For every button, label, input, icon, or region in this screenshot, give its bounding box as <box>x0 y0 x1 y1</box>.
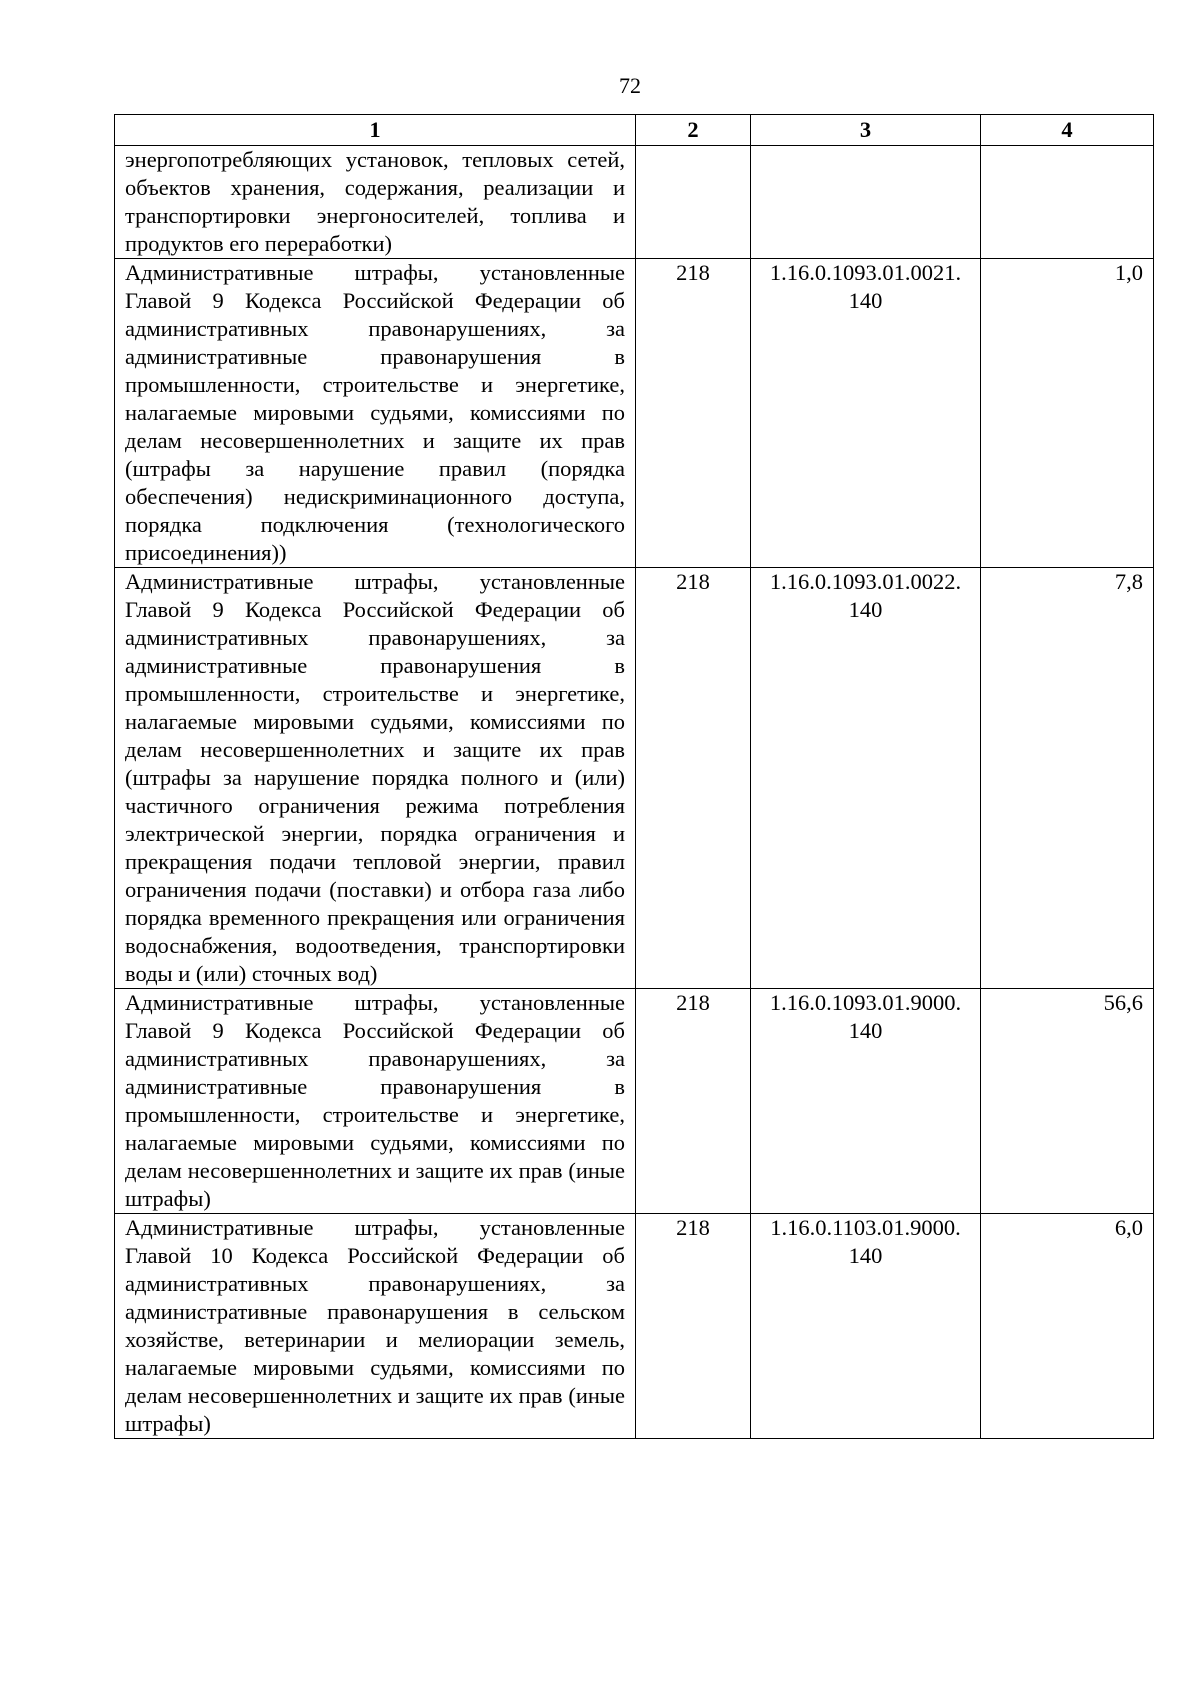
row-description: Административные штрафы, установленные Главой 9 Кодекса Российской Федерации об административных правонарушениях, за административные правонарушения в промышленности, строительстве и энергетике, налагаемые мировыми судьями, комиссиями по делам несовершеннолетних и защите их прав (штрафы за нарушение правил (порядка обеспечения) недискриминационного доступа, порядка подключения (технологического присоединения)) <box>115 259 636 568</box>
page-number: 72 <box>619 73 641 98</box>
row-admin-code: 218 <box>636 1214 751 1439</box>
row-classification-code: 1.16.0.1093.01.0022. 140 <box>751 568 981 989</box>
header-col-4: 4 <box>981 115 1154 146</box>
row-description: энергопотребляющих установок, тепловых сетей, объектов хранения, содержания, реализации и транспортировки энергоносителей, топлива и продуктов его переработки) <box>115 146 636 259</box>
row-classification-code: 1.16.0.1093.01.9000. 140 <box>751 989 981 1214</box>
budget-table <box>114 114 1154 1439</box>
row-classification-code <box>751 146 981 259</box>
row-admin-code: 218 <box>636 568 751 989</box>
row-description: Административные штрафы, установленные Главой 10 Кодекса Российской Федерации об административных правонарушениях, за административные правонарушения в сельском хозяйстве, ветеринарии и мелиорации земель, налагаемые мировыми судьями, комиссиями по делам несовершеннолетних и защите их прав (иные штрафы) <box>115 1214 636 1439</box>
row-amount <box>981 146 1154 259</box>
table-row <box>115 568 1154 989</box>
table-header-row <box>115 115 1154 146</box>
row-amount: 1,0 <box>981 259 1154 568</box>
row-classification-code: 1.16.0.1103.01.9000. 140 <box>751 1214 981 1439</box>
header-col-1: 1 <box>115 115 636 146</box>
row-admin-code: 218 <box>636 259 751 568</box>
row-amount: 7,8 <box>981 568 1154 989</box>
table-row <box>115 1214 1154 1439</box>
table-row <box>115 989 1154 1214</box>
row-description: Административные штрафы, установленные Главой 9 Кодекса Российской Федерации об административных правонарушениях, за административные правонарушения в промышленности, строительстве и энергетике, налагаемые мировыми судьями, комиссиями по делам несовершеннолетних и защите их прав (штрафы за нарушение порядка полного и (или) частичного ограничения режима потребления электрической энергии, порядка ограничения и прекращения подачи тепловой энергии, правил ограничения подачи (поставки) и отбора газа либо порядка временного прекращения или ограничения водоснабжения, водоотведения, транспортировки воды и (или) сточных вод) <box>115 568 636 989</box>
row-classification-code: 1.16.0.1093.01.0021. 140 <box>751 259 981 568</box>
row-admin-code <box>636 146 751 259</box>
row-amount: 6,0 <box>981 1214 1154 1439</box>
header-col-3: 3 <box>751 115 981 146</box>
row-admin-code: 218 <box>636 989 751 1214</box>
table-row <box>115 146 1154 259</box>
row-amount: 56,6 <box>981 989 1154 1214</box>
row-description: Административные штрафы, установленные Главой 9 Кодекса Российской Федерации об административных правонарушениях, за административные правонарушения в промышленности, строительстве и энергетике, налагаемые мировыми судьями, комиссиями по делам несовершеннолетних и защите их прав (иные штрафы) <box>115 989 636 1214</box>
table-row <box>115 259 1154 568</box>
header-col-2: 2 <box>636 115 751 146</box>
